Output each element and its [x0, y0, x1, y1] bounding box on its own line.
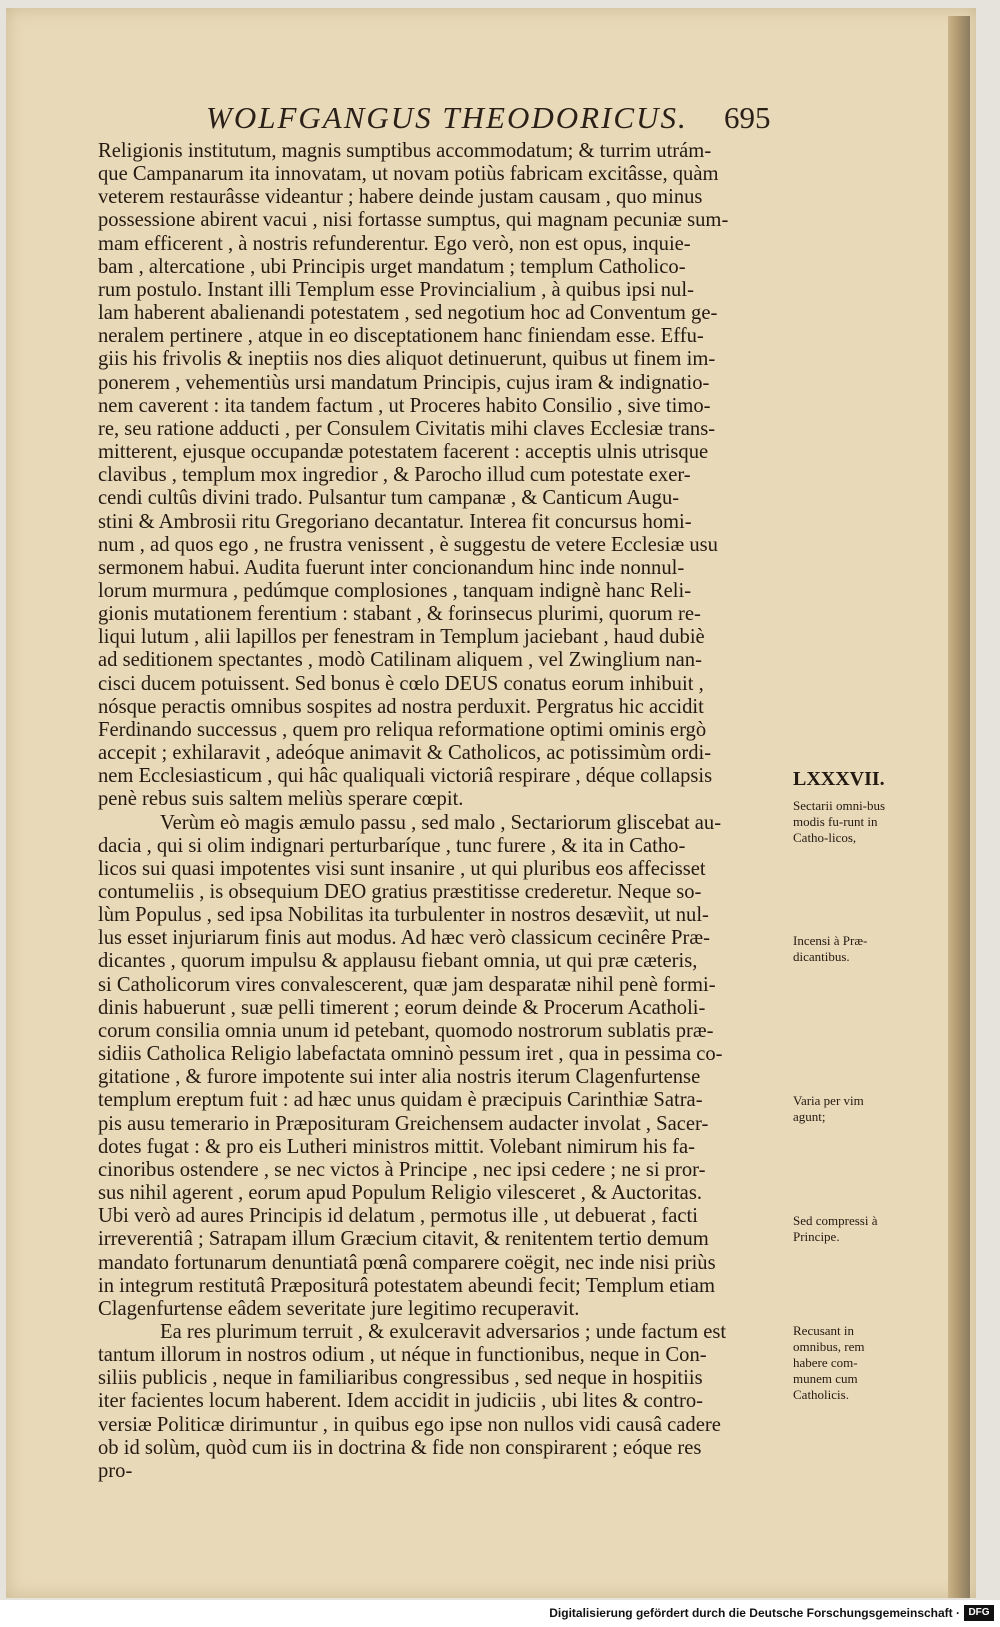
- text-line: dacia , qui si olim indignari perturbaríque , tunc furere , & ita in Catho-: [98, 834, 686, 857]
- text-line: in integrum restitutâ Præpositurâ potestatem abeundi fecit; Templum etiam: [98, 1274, 715, 1297]
- text-line: accepit ; exhilaravit , adeóque animavit & Catholicos, ac potissimùm ordi-: [98, 742, 712, 765]
- text-line: cinoribus ostendere , se nec victos à Principe , nec ipsi cedere ; ne si pror-: [98, 1158, 706, 1181]
- text-line: giis his frivolis & ineptiis nos dies aliquot detinuerunt, quibus ut finem im-: [98, 348, 716, 371]
- margin-note: Recusant in omnibus, rem habere com-munem cum Catholicis.: [793, 1323, 865, 1402]
- text-line: num , ad quos ego , ne frustra venissent , è suggestu de vetere Ecclesiæ usu: [98, 533, 718, 556]
- margin-note: Sectarii omni-bus modis fu-runt in Catho-licos,: [793, 798, 886, 845]
- text-line: Religionis institutum, magnis sumptibus accommodatum; & turrim utrám-: [98, 140, 712, 162]
- text-line: lam haberent abalienandi potestatem , sed negotium hoc ad Conventum ge-: [98, 302, 718, 325]
- text-line: Ferdinando successus , quem pro reliqua reformatione optimi ominis ergò: [98, 718, 707, 741]
- text-line: licos sui quasi impotentes visi sunt insanire , ut qui pluribus eos affecisset: [98, 857, 706, 880]
- digitization-footer: [0, 1600, 1000, 1627]
- text-line: pis ausu temerario in Præposituram Greichensem audacter involat , Sacer-: [98, 1112, 709, 1135]
- text-line: rum postulo. Instant illi Templum esse Provincialium , à quibus ipsi nul-: [98, 278, 694, 301]
- text-line: sidiis Catholica Religio labefactata omninò pessum iret , qua in pessima co-: [98, 1043, 723, 1066]
- book-page: [6, 8, 976, 1598]
- paragraph: [98, 812, 783, 1321]
- text-line: Clagenfurtense eâdem severitate jure legitimo recuperavit.: [98, 1297, 580, 1320]
- margin-note: Incensi à Præ-dicantibus.: [793, 933, 868, 964]
- text-line: neralem pertinere , atque in eo disceptationem hanc finiendam esse. Effu-: [98, 325, 704, 348]
- text-line: corum consilia omnia unum id petebant, quomodo nostrorum sublatis præ-: [98, 1019, 714, 1042]
- text-line: Verùm eò magis æmulo passu , sed malo , Sectariorum gliscebat au-: [160, 811, 722, 834]
- text-line: mitterent, ejusque occupandæ potestatem facerent : acceptis ulnis utrisque: [98, 441, 709, 464]
- text-line: tantum illorum in nostros odium , ut néque in functionibus, neque in Con-: [98, 1344, 707, 1367]
- text-line: veterem restaurâsse videantur ; habere deinde justam causam , quo minus: [98, 186, 703, 209]
- paragraph: [98, 1321, 783, 1483]
- text-line: dicantes , quorum impulsu & applausu fiebant omnia, ut qui præ cæteris,: [98, 950, 698, 973]
- text-line: iter facientes locum haberent. Idem accidit in judiciis , ubi lites & contro-: [98, 1390, 704, 1413]
- text-line: stini & Ambrosii ritu Gregoriano decantatur. Interea fit concursus homi-: [98, 510, 692, 533]
- text-line: que Campanarum ita innovatam, ut novam potiùs fabricam excitâsse, quàm: [98, 163, 719, 186]
- text-line: irreverentiâ ; Satrapam illum Græcium citavit, & renitentem tertio demum: [98, 1228, 709, 1251]
- text-line: ob id solùm, quòd cum iis in doctrina & fide non conspirarent ; eóque res: [98, 1436, 702, 1459]
- text-line: cendi cultûs divini trado. Pulsantur tum campanæ , & Canticum Augu-: [98, 487, 680, 510]
- text-line: lùm Populus , sed ipsa Nobilitas ita turbulenter in nostros desævìit, ut nul-: [98, 904, 709, 927]
- text-line: lus esset injuriarum finis aut modus. Ad hæc verò classicum cecinêre Præ-: [98, 927, 710, 950]
- running-title: WOLFGANGUS THEODORICUS.: [206, 100, 688, 135]
- page-edge: [948, 16, 970, 1598]
- text-line: gionis mutationem ferentium : stabant , & forinsecus plurimi, quorum re-: [98, 603, 701, 626]
- text-line: mam efficerent , à nostris refunderentur. Ego verò, non est opus, inquie-: [98, 232, 691, 255]
- text-line: siliis publicis , neque in familiaribus congressibus , sed neque in hospitiis: [98, 1367, 703, 1390]
- page-header: [6, 100, 968, 140]
- section-number: LXXXVII.: [793, 768, 885, 790]
- text-line: ad seditionem spectantes , modò Catilinam aliquem , vel Zwinglium nan-: [98, 649, 702, 672]
- text-line: contumeliis , is obsequium DEO gratius præstitisse crederetur. Neque so-: [98, 881, 702, 903]
- paragraph: [98, 140, 783, 812]
- footer-credit: Digitalisierung gefördert durch die Deutsche Forschungsgemeinschaft ·: [549, 1606, 960, 1620]
- text-line: mandato fortunarum denuntiatâ pœnâ comparere coëgit, nec inde nisi priùs: [98, 1251, 716, 1274]
- text-line: Ea res plurimum terruit , & exulceravit adversarios ; unde factum est: [160, 1320, 727, 1343]
- text-line: re, seu ratione adducti , per Consulem Civitatis mihi claves Ecclesiæ trans-: [98, 417, 716, 440]
- text-line: lorum murmura , pedúmque complosiones , tanquam indignè hanc Reli-: [98, 579, 692, 602]
- text-line: sermonem habui. Audita fuerunt inter concionandum hinc inde nonnul-: [98, 556, 685, 579]
- text-line: bam , altercatione , ubi Principis urget mandatum ; templum Catholico-: [98, 255, 686, 278]
- text-line: versiæ Politicæ dirimuntur , in quibus ego ipse non nullos vidi causâ cadere: [98, 1413, 721, 1436]
- text-line: templum ereptum fuit : ad hæc unus quidam è præcipuis Carinthiæ Satra-: [98, 1089, 703, 1112]
- text-line: possessione abirent vacui , nisi fortasse sumptus, qui magnam pecuniæ sum-: [98, 209, 729, 232]
- margin-note: Varia per vim agunt;: [793, 1093, 864, 1124]
- text-line: Ubi verò ad aures Principis id delatum , permotus ille , ut debuerat , facti: [98, 1205, 698, 1228]
- text-line: nem Ecclesiasticum , qui hâc qualiquali victoriâ respirare , déque collapsis: [98, 765, 713, 788]
- text-line: nem caverent : ita tandem factum , ut Proceres habito Consilio , sive timo-: [98, 394, 711, 417]
- text-line: si Catholicorum vires convalescerent, quæ jam desparatæ nihil penè formi-: [98, 973, 716, 996]
- text-line: gitatione , & furore impotente sui inter alia nostris iterum Clagenfurtense: [98, 1066, 701, 1089]
- page-number: 695: [724, 100, 771, 135]
- text-line: cisci ducem potuissent. Sed bonus è cœlo DEUS conatus eorum inhibuit ,: [98, 672, 704, 695]
- dfg-logo: DFG: [964, 1605, 994, 1621]
- text-line: clavibus , templum mox ingredior , & Parocho illud cum potestate exer-: [98, 464, 691, 487]
- text-line: nósque peractis omnibus sospites ad nostra perduxit. Pergratus hic accidit: [98, 695, 704, 718]
- text-line: sus nihil agerent , eorum apud Populum Religio vilesceret , & Auctoritas.: [98, 1182, 702, 1205]
- text-line: liqui lutum , alii lapillos per fenestram in Templum jaciebant , haud dubiè: [98, 626, 705, 649]
- margin-note: Sed compressi à Principe.: [793, 1213, 878, 1244]
- text-line: ponerem , vehementiùs ursi mandatum Principis, cujus iram & indignatio-: [98, 371, 710, 394]
- text-line: dinis habuerunt , suæ pelli timerent ; eorum deinde & Procerum Acatholi-: [98, 996, 706, 1019]
- text-line: pro-: [98, 1459, 133, 1482]
- text-line: dotes fugat : & pro eis Lutheri ministros mittit. Volebant nimirum his fa-: [98, 1135, 695, 1158]
- body-text: [98, 140, 783, 1483]
- text-line: penè rebus suis saltem meliùs sperare cœpit.: [98, 788, 464, 811]
